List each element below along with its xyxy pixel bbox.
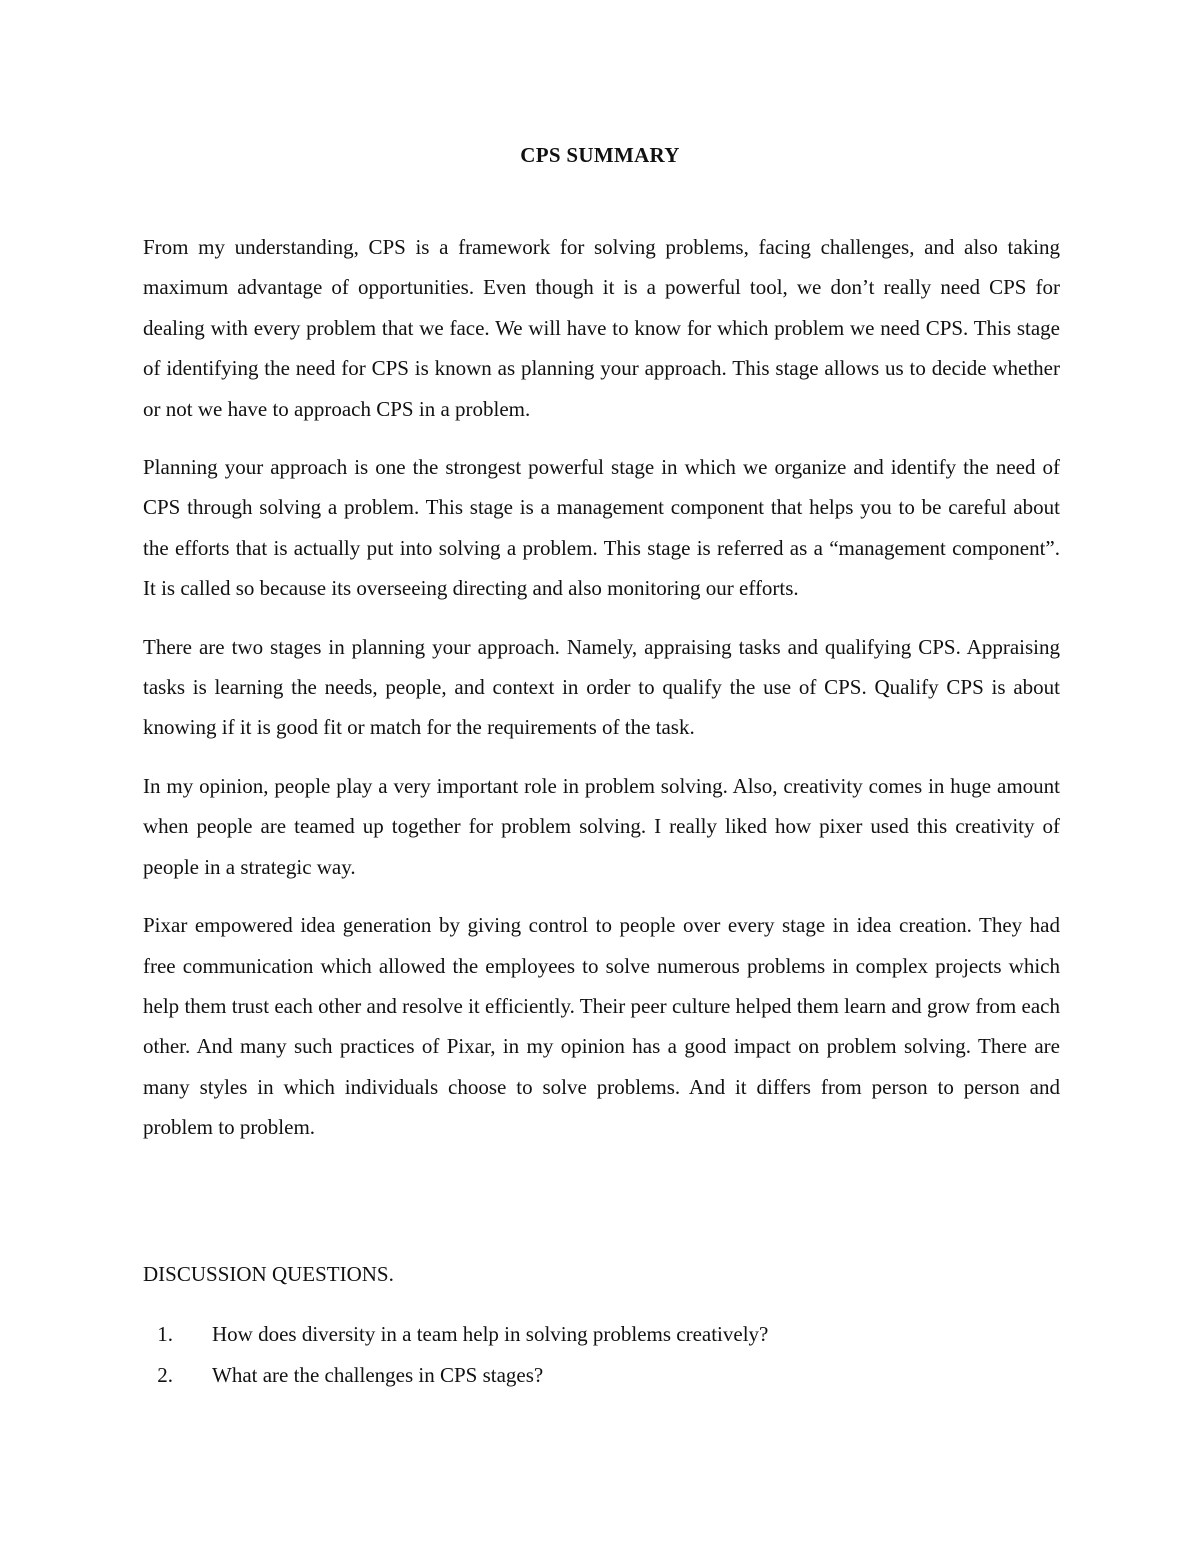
paragraph-1: From my understanding, CPS is a framework for solving problems, facing challenges, and also taking maximum advantage of opportunities. Even though it is a powerful tool, we don’t really need CPS for dealing with every problem that we face. We will have to know for which problem we need CPS. This stage of identifying the need for CPS is known as planning your approach. This stage allows us to decide whether or not we have to approach CPS in a problem.: [143, 235, 1060, 421]
question-number: 1.: [157, 1322, 173, 1346]
question-text: What are the challenges in CPS stages?: [212, 1362, 544, 1387]
discussion-heading: DISCUSSION QUESTIONS.: [143, 1262, 394, 1286]
document-body: [143, 227, 1060, 1166]
discussion-question: [143, 1355, 768, 1396]
paragraph-5: Pixar empowered idea generation by giving control to people over every stage in idea creation. They had free communication which allowed the employees to solve numerous problems in complex projects which help them trust each other and resolve it efficiently. Their peer culture helped them learn and grow from each other. And many such practices of Pixar, in my opinion has a good impact on problem solving. There are many styles in which individuals choose to solve problems. And it differs from person to person and problem to problem.: [143, 913, 1060, 1140]
discussion-question: [143, 1314, 768, 1355]
question-text: How does diversity in a team help in solving problems creatively?: [212, 1322, 769, 1346]
question-number: 2.: [157, 1362, 173, 1387]
discussion-question-list: [143, 1314, 768, 1395]
paragraph-4: In my opinion, people play a very important role in problem solving. Also, creativity comes in huge amount when people are teamed up together for problem solving. I really liked how pixer used this creativity of people in a strategic way.: [143, 773, 1060, 879]
paragraph-2: Planning your approach is one the strongest powerful stage in which we organize and identify the need of CPS through solving a problem. This stage is a management component that helps you to be careful about the efforts that is actually put into solving a problem. This stage is referred as a “management component”. It is called so because its overseeing directing and also monitoring our efforts.: [143, 455, 1060, 601]
paragraph-3: There are two stages in planning your approach. Namely, appraising tasks and qualifying CPS. Appraising tasks is learning the needs, people, and context in order to qualify the use of CPS. Qualify CPS is about knowing if it is good fit or match for the requirements of the task.: [143, 634, 1060, 740]
document-title: CPS SUMMARY: [520, 143, 680, 167]
